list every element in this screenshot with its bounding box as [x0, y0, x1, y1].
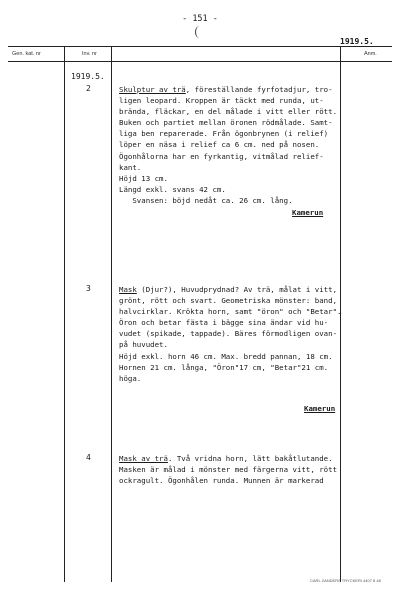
entry-title: Mask [119, 285, 137, 294]
entry-line: Ögonhålorna har en fyrkantig, vitmålad relief- [119, 151, 324, 161]
entry-description [119, 453, 347, 486]
entry-line: löper en näsa i relief ca 6 cm. ned på nosen. [119, 140, 320, 150]
entry-description [119, 84, 347, 206]
entry-line: Höjd exkl. horn 46 cm. Max. bredd pannan, 18 cm. [119, 351, 333, 361]
header-year: 1919.5. [340, 37, 374, 46]
pen-mark [195, 26, 204, 38]
entry-line: Hornen 21 cm. långa, "Öron"17 cm, "Betar"21 cm. [119, 362, 329, 372]
entry-line: kant. [119, 162, 142, 172]
entry-line: ligen leopard. Kroppen är täckt med runda, ut- [119, 96, 324, 106]
entry-line: grönt, rött och svart. Geometriska mönster: band, [119, 296, 338, 306]
entry-title: Mask av trä [119, 454, 168, 463]
entry-signature: Kamerun [304, 404, 336, 413]
printer-footer: CARL ZANDERS TRYCKERI 4407 8 48 [310, 578, 381, 583]
column-header-gen-kat-nr: Gen. kat. nr [12, 51, 41, 57]
page-number: - 151 - [182, 14, 218, 24]
column-divider [111, 46, 112, 582]
entry-line: höga. [119, 373, 142, 383]
entry-line: Höjd 13 cm. [119, 173, 168, 183]
entry-line: Öron och betar fästa i bägge sina ändar vid hu- [119, 318, 329, 328]
entry-title: Skulptur av trä [119, 85, 186, 94]
column-divider [64, 46, 65, 582]
entry-number: 4 [86, 453, 91, 462]
entry-line: Masken är målad i mönster med färgerna vitt, rött [119, 465, 338, 475]
entry-line: . Två vridna horn, lätt bakåtlutande. [167, 454, 333, 463]
column-header-inv-nr: Inv. nr [82, 51, 97, 57]
entry-description [119, 284, 347, 384]
entry-line: (Djur?), Huvudprydnad? Av trä, målat i vitt, [136, 285, 338, 294]
entry-line: vudet (spikade, tappade). Bäres förmodligen ovan- [119, 329, 338, 339]
entry-line: ockragult. Ögonhålen runda. Munnen är markerad [119, 476, 324, 486]
entry-line: Längd exkl. svans 42 cm. [119, 184, 226, 194]
entry-line: , föreställande fyrfotadjur, tro- [185, 85, 333, 94]
entry-line: halvcirklar. Krökta horn, samt "öron" och "Betar". [119, 307, 342, 317]
entry-line: på huvudet. [119, 340, 168, 350]
entry-line: Buken och partiet mellan öronen rödmålade. Samt- [119, 118, 333, 128]
entry-number: 3 [86, 284, 91, 293]
entry-number: 2 [86, 84, 91, 93]
entry-signature: Kamerun [292, 208, 324, 217]
column-header-anm: Anm. [364, 51, 377, 57]
column-header-band [8, 46, 392, 62]
entry-line: liga ben reparerade. Från ögonbrynen (i relief) [119, 129, 329, 139]
entry-line: brända, fläckar, en del målade i vitt eller rött. [119, 107, 338, 117]
entry-line: Svansen: böjd nedåt ca. 26 cm. lång. [119, 195, 293, 205]
row-year: 1919.5. [71, 72, 105, 81]
